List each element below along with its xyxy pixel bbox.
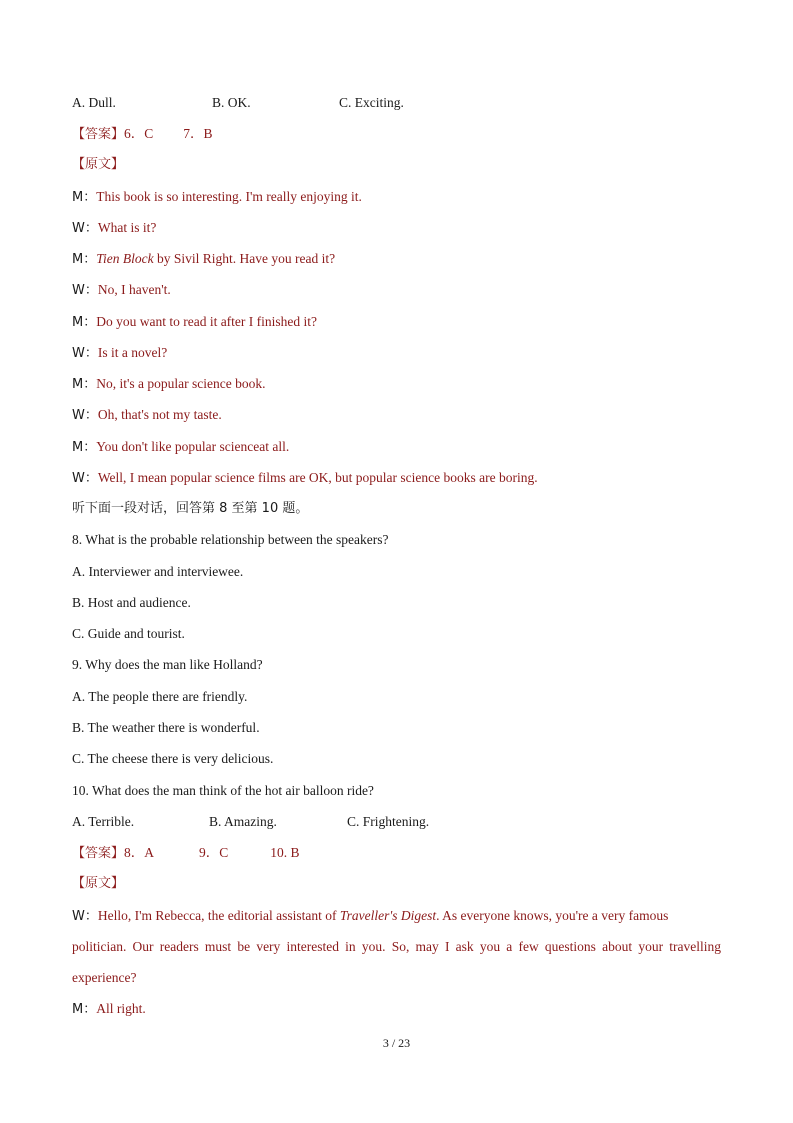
- transcript-line: [72, 344, 721, 363]
- q7-option-c: C. Exciting.: [339, 95, 404, 110]
- q7-option-b: B. OK.: [212, 95, 251, 110]
- speaker-tag: M：: [72, 190, 97, 205]
- q8-option-b: B. Host and audience.: [72, 595, 191, 610]
- transcript-line: [72, 375, 721, 394]
- transcript-line: [72, 406, 721, 425]
- transcript-line: [72, 281, 721, 300]
- dialogue-text: . As everyone knows, you're a very famous: [436, 908, 669, 923]
- transcript-line: [72, 188, 721, 207]
- dialogue-text: You don't like popular scienceat all.: [96, 439, 290, 454]
- q10-question: 10. What does the man think of the hot air balloon ride?: [72, 783, 374, 798]
- dialogue-text: All right.: [96, 1001, 146, 1016]
- q9-question: 9. Why does the man like Holland?: [72, 657, 263, 672]
- speaker-tag: M：: [72, 440, 97, 455]
- dialogue-text: Well, I mean popular science films are OK, but popular science books are boring.: [97, 470, 538, 485]
- q10-option-c: C. Frightening.: [347, 814, 430, 829]
- dialogue-text: No, it's a popular science book.: [96, 376, 266, 391]
- q9-option-c: C. The cheese there is very delicious.: [72, 751, 274, 766]
- dialogue-text: politician. Our readers must be very interested in you. So, may I ask you a few questions about your travelling: [72, 939, 721, 954]
- book-title: Tien Block: [96, 251, 154, 266]
- speaker-tag: M：: [72, 377, 97, 392]
- q9-option-a: A. The people there are friendly.: [72, 689, 248, 704]
- transcript-line: [72, 250, 721, 269]
- dialogue-text: Oh, that's not my taste.: [97, 407, 222, 422]
- q10-option-b: B. Amazing.: [209, 814, 277, 829]
- speaker-tag: W：: [72, 346, 98, 361]
- speaker-tag: M：: [72, 315, 97, 330]
- dialogue-text: What is it?: [97, 220, 157, 235]
- answer-label: 【答案】: [72, 846, 125, 861]
- dialogue-text: No, I haven't.: [97, 282, 171, 297]
- dialogue-text: This book is so interesting. I'm really enjoying it.: [96, 189, 362, 204]
- q9-option-b: B. The weather there is wonderful.: [72, 720, 260, 735]
- dialogue-text: Do you want to read it after I finished it?: [96, 314, 318, 329]
- transcript-label-1: 【原文】: [72, 157, 125, 172]
- dialogue-text: by Sivil Right. Have you read it?: [153, 251, 336, 266]
- answer-label: 【答案】: [72, 127, 125, 142]
- magazine-title: Traveller's Digest: [339, 908, 437, 923]
- dialogue-text: Is it a novel?: [97, 345, 168, 360]
- q8-option-a: A. Interviewer and interviewee.: [72, 564, 244, 579]
- answer-block-2: [72, 844, 721, 863]
- q10-option-a: A. Terrible.: [72, 814, 135, 829]
- speaker-tag: W：: [72, 909, 98, 924]
- dialogue-text: Hello, I'm Rebecca, the editorial assistant of: [97, 908, 340, 923]
- q8-option-c: C. Guide and tourist.: [72, 626, 185, 641]
- speaker-tag: W：: [72, 471, 98, 486]
- answer-item: 10. B: [270, 845, 300, 860]
- section-instruction: 听下面一段对话，回答第 8 至第 10 题。: [72, 501, 309, 516]
- answer-block-1: [72, 125, 721, 144]
- page-number: 3 / 23: [382, 1036, 411, 1050]
- q7-option-a: A. Dull.: [72, 95, 116, 110]
- speaker-tag: M：: [72, 1002, 97, 1017]
- answer-item: 6．C: [124, 126, 154, 141]
- transcript-line: [72, 1000, 721, 1019]
- speaker-tag: M：: [72, 252, 97, 267]
- transcript-line: [72, 219, 721, 238]
- transcript-line: [72, 907, 721, 926]
- dialogue-text: experience?: [72, 970, 137, 985]
- q8-question: 8. What is the probable relationship between the speakers?: [72, 532, 389, 547]
- transcript-line: [72, 438, 721, 457]
- answer-item: 8．A: [124, 845, 155, 860]
- transcript-line: [72, 469, 721, 488]
- transcript-label-2: 【原文】: [72, 876, 125, 891]
- answer-item: 9．C: [199, 845, 229, 860]
- transcript-line: [72, 313, 721, 332]
- speaker-tag: W：: [72, 221, 98, 236]
- answer-item: 7．B: [183, 126, 213, 141]
- speaker-tag: W：: [72, 283, 98, 298]
- speaker-tag: W：: [72, 408, 98, 423]
